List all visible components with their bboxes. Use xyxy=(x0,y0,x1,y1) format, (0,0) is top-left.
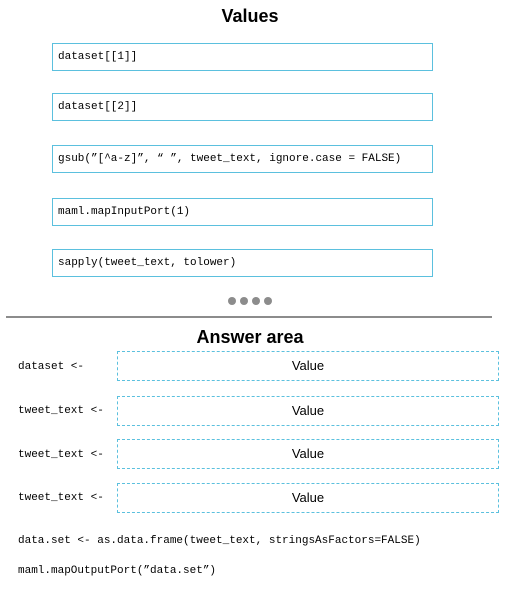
answer-row-label: tweet_text <- xyxy=(18,405,104,417)
section-divider xyxy=(6,316,492,318)
value-option-sapply[interactable]: sapply(tweet_text, tolower) xyxy=(52,249,433,277)
values-title: Values xyxy=(221,6,279,26)
answer-drop-target-1[interactable]: Value xyxy=(117,351,499,381)
dot-icon xyxy=(228,297,236,305)
answer-area-title: Answer area xyxy=(196,327,304,347)
answer-drop-target-2[interactable]: Value xyxy=(117,396,499,426)
value-option-map-input-port[interactable]: maml.mapInputPort(1) xyxy=(52,198,433,226)
answer-row-label: dataset <- xyxy=(18,361,85,373)
code-line-map-output-port: maml.mapOutputPort(”data.set”) xyxy=(18,565,217,577)
dot-icon xyxy=(240,297,248,305)
code-line-as-data-frame: data.set <- as.data.frame(tweet_text, stringsAsFactors=FALSE) xyxy=(18,535,421,547)
value-option-gsub[interactable]: gsub(”[^a-z]”, “ ”, tweet_text, ignore.case = FALSE) xyxy=(52,145,433,173)
answer-row-label: tweet_text <- xyxy=(18,449,104,461)
value-option-dataset-2[interactable]: dataset[[2]] xyxy=(52,93,433,121)
value-option-dataset-1[interactable]: dataset[[1]] xyxy=(52,43,433,71)
answer-row-label: tweet_text <- xyxy=(18,492,104,504)
dot-icon xyxy=(252,297,260,305)
answer-drop-target-3[interactable]: Value xyxy=(117,439,499,469)
answer-drop-target-4[interactable]: Value xyxy=(117,483,499,513)
dot-icon xyxy=(264,297,272,305)
more-options-indicator[interactable] xyxy=(228,297,272,305)
